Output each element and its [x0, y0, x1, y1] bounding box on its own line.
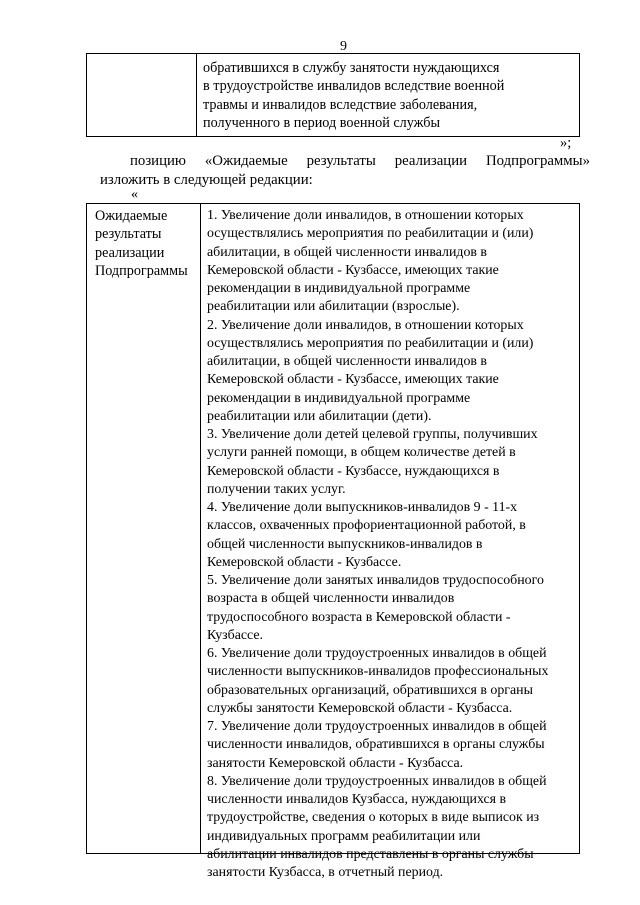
result-line: реабилитации или абилитации (взрослые). — [207, 299, 460, 315]
heading-line: результаты — [95, 226, 162, 243]
result-line: абилитации инвалидов представлены в органы службы — [207, 846, 534, 862]
result-line: 5. Увеличение доли занятых инвалидов трудоспособного — [207, 573, 544, 588]
table-cell-heading — [95, 207, 195, 280]
result-line: абилитации, в общей численности инвалидов в — [207, 354, 487, 369]
result-line: общей численности выпускников-инвалидов в — [207, 536, 483, 552]
result-line: получении таких услуг. — [207, 481, 346, 497]
heading-line: Подпрограммы — [95, 262, 188, 279]
result-line: 8. Увеличение доли трудоустроенных инвалидов в общей — [207, 773, 547, 789]
result-item — [207, 773, 575, 883]
table-column-divider — [200, 204, 201, 853]
expected-results-table — [86, 203, 580, 880]
table-cell-description — [203, 59, 573, 132]
heading-line: реализации — [95, 244, 165, 261]
result-item — [207, 572, 575, 645]
result-line: абилитации, в общей численности инвалидов в — [207, 244, 487, 260]
result-line: классов, охваченных профориентационной работой, в — [207, 518, 526, 534]
result-item — [207, 317, 575, 427]
result-line: 7. Увеличение доли трудоустроенных инвалидов в общей — [207, 719, 547, 734]
result-line: численности инвалидов, обратившихся в органы службы — [207, 737, 545, 753]
result-line: индивидуальных программ реабилитации или — [207, 828, 481, 844]
result-item — [207, 499, 575, 572]
closing-quote-mark: »; — [560, 135, 572, 151]
result-line: 6. Увеличение доли трудоустроенных инвалидов в общей — [207, 646, 547, 661]
result-line: численности выпускников-инвалидов профессиональных — [207, 664, 549, 680]
text-line: обратившихся в службу занятости нуждающихся — [203, 60, 500, 76]
result-line: Кемеровской области - Кузбассе, имеющих такие — [207, 262, 499, 278]
opening-quote-mark: « — [131, 187, 138, 202]
table-column-divider — [196, 54, 197, 136]
instruction-line: позицию «Ожидаемые результаты реализации Подпрограммы» — [130, 153, 590, 169]
result-line: 3. Увеличение доли детей целевой группы, получивших — [207, 427, 538, 442]
result-line: Кузбассе. — [207, 627, 264, 643]
result-item — [207, 207, 575, 317]
result-line: Кемеровской области - Кузбассе. — [207, 554, 402, 570]
amendment-instruction — [100, 152, 590, 189]
result-line: осуществлялись мероприятия по реабилитации и (или) — [207, 226, 534, 242]
result-item — [207, 718, 575, 773]
result-line: трудоустройстве, сведения о которых в виде выписок из — [207, 810, 540, 826]
result-line: Кемеровской области - Кузбассе, имеющих такие — [207, 372, 499, 388]
result-line: рекомендации в индивидуальной программе — [207, 281, 471, 296]
text-line: полученного в период военной службы — [203, 114, 440, 131]
result-line: реабилитации или абилитации (дети). — [207, 408, 432, 424]
result-line: 1. Увеличение доли инвалидов, в отношении которых — [207, 208, 524, 223]
result-line: численности инвалидов Кузбасса, нуждающихся в — [207, 792, 507, 807]
continued-table — [86, 53, 580, 137]
result-line: 4. Увеличение доли выпускников-инвалидов 9 - 11-х — [207, 500, 518, 515]
result-line: занятости Кузбасса, в отчетный период. — [207, 865, 444, 880]
page-number: 9 — [340, 39, 347, 54]
result-item — [207, 645, 575, 718]
result-line: службы занятости Кемеровской области - Кузбасса. — [207, 700, 513, 716]
instruction-line: изложить в следующей редакции: — [100, 171, 313, 188]
heading-line: Ожидаемые — [95, 208, 168, 224]
result-line: услуги ранней помощи, в общем количестве детей в — [207, 445, 516, 461]
text-line: в трудоустройстве инвалидов вследствие военной — [203, 78, 505, 95]
result-line: возраста в общей численности инвалидов — [207, 591, 455, 607]
result-line: занятости Кемеровской области - Кузбасса. — [207, 755, 464, 771]
table-cell-results — [207, 207, 575, 882]
result-line: рекомендации в индивидуальной программе — [207, 390, 471, 406]
result-line: Кемеровской области - Кузбассе, нуждающихся в — [207, 463, 500, 479]
text-line: травмы и инвалидов вследствие заболевания, — [203, 96, 478, 113]
result-line: трудоспособного возраста в Кемеровской области - — [207, 609, 511, 625]
result-line: 2. Увеличение доли инвалидов, в отношении которых — [207, 317, 524, 333]
result-line: образовательных организаций, обратившихся в органы — [207, 682, 533, 698]
result-item — [207, 426, 575, 499]
result-line: осуществлялись мероприятия по реабилитации и (или) — [207, 335, 534, 351]
